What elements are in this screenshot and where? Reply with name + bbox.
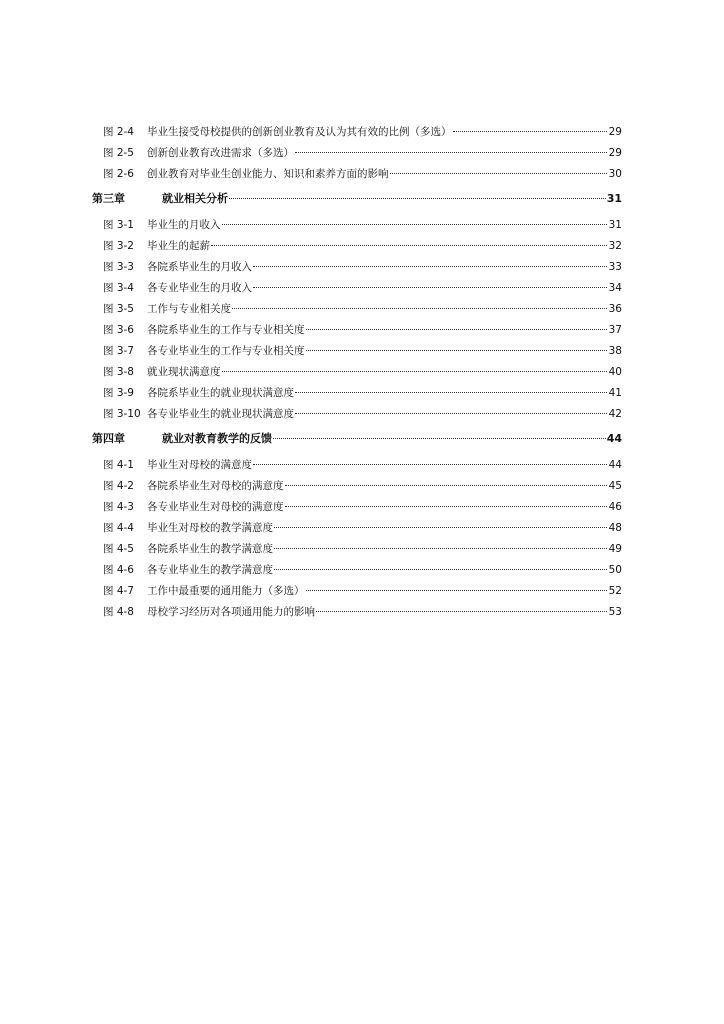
- dot-leader: [306, 348, 608, 351]
- chapter-number: 第三章: [92, 192, 125, 205]
- figure-number: 图 4-6: [103, 564, 134, 576]
- toc-figure-entry[interactable]: [92, 497, 622, 518]
- entry-title: 各院系毕业生的就业现状满意度: [147, 387, 294, 399]
- page-number: 44: [606, 432, 622, 445]
- entry-title: 毕业生的起薪: [147, 240, 210, 252]
- figure-number: 图 3-5: [103, 303, 134, 315]
- entry-title: 毕业生对母校的满意度: [147, 459, 252, 471]
- toc-figure-entry[interactable]: [92, 362, 622, 383]
- entry-title: 母校学习经历对各项通用能力的影响: [147, 606, 315, 618]
- toc-figure-entry[interactable]: [92, 476, 622, 497]
- toc-figure-entry[interactable]: [92, 404, 622, 425]
- dot-leader: [295, 411, 607, 414]
- figure-number: 图 3-2: [103, 240, 134, 252]
- dot-leader: [222, 369, 608, 372]
- toc-figure-entry[interactable]: [92, 455, 622, 476]
- figure-number: 图 4-8: [103, 606, 134, 618]
- entry-title: 各专业毕业生对母校的满意度: [147, 501, 284, 513]
- dot-leader: [222, 222, 608, 225]
- toc-figure-entry[interactable]: [92, 518, 622, 539]
- page-number: 48: [608, 522, 622, 534]
- entry-title: 工作与专业相关度: [147, 303, 231, 315]
- figure-number: 图 4-7: [103, 585, 134, 597]
- page-number: 31: [606, 192, 622, 205]
- toc-chapter-entry[interactable]: [92, 187, 622, 211]
- figure-number: 图 4-3: [103, 501, 134, 513]
- dot-leader: [232, 306, 607, 309]
- table-of-contents: [92, 122, 622, 623]
- figure-number: 图 4-2: [103, 480, 134, 492]
- entry-title: 各专业毕业生的教学满意度: [147, 564, 273, 576]
- chapter-number: 第四章: [92, 432, 125, 445]
- entry-title: 创业教育对毕业生创业能力、知识和素养方面的影响: [147, 168, 389, 180]
- figure-number: 图 3-6: [103, 324, 134, 336]
- entry-title: 就业相关分析: [162, 192, 228, 205]
- figure-number: 图 4-5: [103, 543, 134, 555]
- dot-leader: [273, 436, 606, 439]
- figure-number: 图 2-5: [103, 147, 134, 159]
- toc-figure-entry[interactable]: [92, 215, 622, 236]
- page-number: 38: [608, 345, 622, 357]
- page-number: 36: [608, 303, 622, 315]
- entry-title: 各专业毕业生的就业现状满意度: [147, 408, 294, 420]
- page-number: 29: [608, 126, 622, 138]
- entry-title: 毕业生对母校的教学满意度: [147, 522, 273, 534]
- dot-leader: [253, 462, 607, 465]
- figure-number: 图 3-7: [103, 345, 134, 357]
- page-number: 45: [608, 480, 622, 492]
- dot-leader: [211, 243, 607, 246]
- page-number: 44: [608, 459, 622, 471]
- figure-number: 图 3-9: [103, 387, 134, 399]
- dot-leader: [274, 546, 607, 549]
- entry-title: 工作中最重要的通用能力（多选）: [147, 585, 305, 597]
- page-number: 49: [608, 543, 622, 555]
- toc-figure-entry[interactable]: [92, 278, 622, 299]
- dot-leader: [253, 264, 607, 267]
- page-number: 41: [608, 387, 622, 399]
- dot-leader: [285, 504, 608, 507]
- figure-number: 图 3-4: [103, 282, 134, 294]
- toc-figure-entry[interactable]: [92, 164, 622, 185]
- entry-title: 毕业生接受母校提供的创新创业教育及认为其有效的比例（多选）: [147, 126, 452, 138]
- entry-title: 各院系毕业生对母校的满意度: [147, 480, 284, 492]
- toc-figure-entry[interactable]: [92, 320, 622, 341]
- entry-title: 各院系毕业生的教学满意度: [147, 543, 273, 555]
- dot-leader: [274, 567, 607, 570]
- entry-title: 各专业毕业生的工作与专业相关度: [147, 345, 305, 357]
- toc-chapter-entry[interactable]: [92, 427, 622, 451]
- toc-figure-entry[interactable]: [92, 560, 622, 581]
- entry-title: 就业现状满意度: [147, 366, 221, 378]
- dot-leader: [229, 196, 606, 199]
- page-number: 34: [608, 282, 622, 294]
- figure-number: 图 3-10: [103, 408, 141, 420]
- page-number: 37: [608, 324, 622, 336]
- figure-number: 图 2-4: [103, 126, 134, 138]
- dot-leader: [453, 129, 608, 132]
- entry-title: 各院系毕业生的月收入: [147, 261, 252, 273]
- toc-figure-entry[interactable]: [92, 299, 622, 320]
- page-number: 31: [608, 219, 622, 231]
- dot-leader: [306, 327, 608, 330]
- dot-leader: [316, 609, 607, 612]
- dot-leader: [295, 150, 607, 153]
- page-number: 52: [608, 585, 622, 597]
- figure-number: 图 3-1: [103, 219, 134, 231]
- toc-figure-entry[interactable]: [92, 236, 622, 257]
- dot-leader: [285, 483, 608, 486]
- figure-number: 图 4-4: [103, 522, 134, 534]
- figure-number: 图 3-8: [103, 366, 134, 378]
- figure-number: 图 4-1: [103, 459, 134, 471]
- figure-number: 图 3-3: [103, 261, 134, 273]
- page-number: 30: [608, 168, 622, 180]
- page-number: 29: [608, 147, 622, 159]
- toc-figure-entry[interactable]: [92, 143, 622, 164]
- toc-figure-entry[interactable]: [92, 602, 622, 623]
- page-number: 42: [608, 408, 622, 420]
- page-number: 33: [608, 261, 622, 273]
- entry-title: 就业对教育教学的反馈: [162, 432, 272, 445]
- toc-figure-entry[interactable]: [92, 383, 622, 404]
- dot-leader: [253, 285, 607, 288]
- page-number: 32: [608, 240, 622, 252]
- entry-title: 各院系毕业生的工作与专业相关度: [147, 324, 305, 336]
- entry-title: 各专业毕业生的月收入: [147, 282, 252, 294]
- page-number: 50: [608, 564, 622, 576]
- dot-leader: [274, 525, 607, 528]
- page-number: 46: [608, 501, 622, 513]
- entry-title: 毕业生的月收入: [147, 219, 221, 231]
- toc-figure-entry[interactable]: [92, 539, 622, 560]
- entry-title: 创新创业教育改进需求（多选）: [147, 147, 294, 159]
- toc-figure-entry[interactable]: [92, 122, 622, 143]
- toc-figure-entry[interactable]: [92, 581, 622, 602]
- figure-number: 图 2-6: [103, 168, 134, 180]
- dot-leader: [306, 588, 608, 591]
- page-number: 53: [608, 606, 622, 618]
- toc-figure-entry[interactable]: [92, 257, 622, 278]
- toc-figure-entry[interactable]: [92, 341, 622, 362]
- dot-leader: [390, 171, 608, 174]
- page-number: 40: [608, 366, 622, 378]
- dot-leader: [295, 390, 607, 393]
